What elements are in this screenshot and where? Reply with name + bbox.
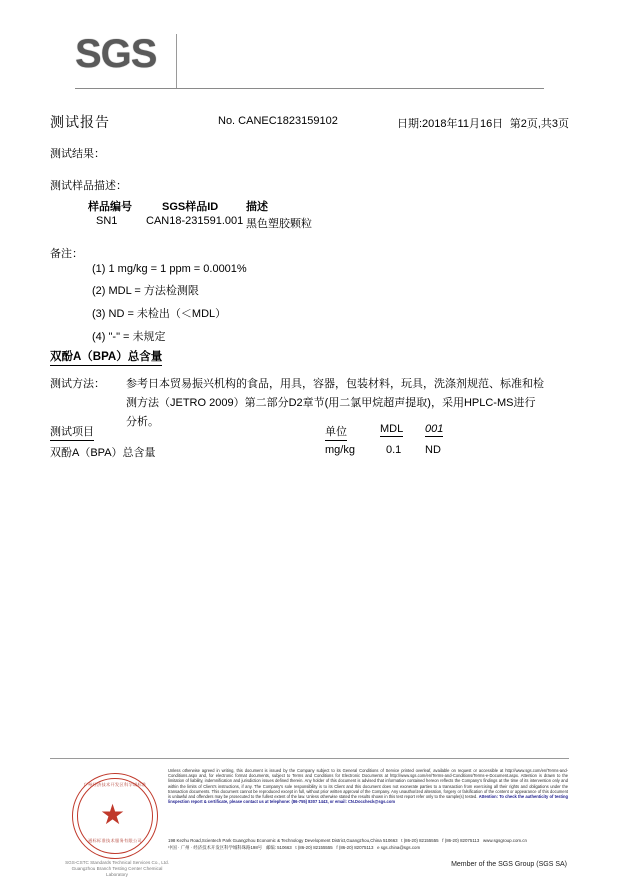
legal-disclaimer [168,768,568,804]
results-cell-unit: mg/kg [325,444,355,456]
legal-body-text: Unless otherwise agreed in writing, this document is issued by the Company subject to its General Conditions of Service printed overleaf, available on request or accessible at http://www.sgs.com/en/Terms-and-Conditions.aspx and, for electronic format documents, subject to Terms and Conditions for Electronic Documents at http://www.sgs.com/en/Terms-and-Conditions/Terms-e-Document.aspx. Attention is drawn to the limitation of liability, indemnification and jurisdiction issues defined therein. Any holder of this document is advised that information contained hereon reflects the Company's findings at the time of its intervention only and within the limits of Client's instructions, if any. The Company's sole responsibility is to its Client and this document does not exonerate parties to a transaction from exercising all their rights and obligations under the transaction documents. This document cannot be reproduced except in full, without prior written approval of the Company. Any unauthorized alteration, forgery or falsification of the content or appearance of this document is unlawful and offenders may be prosecuted to the fullest extent of the law. Unless otherwise stated the results shown in this test report refer only to the sample(s) tested. [168,768,568,800]
page-title: 测试报告 [50,114,110,130]
sample-col-id: 样品编号 [88,201,132,213]
results-cell-mdl: 0.1 [386,444,402,456]
member-statement: Member of the SGS Group (SGS SA) [451,861,567,868]
results-table-header [50,423,548,440]
address-web[interactable]: www.sgsgroup.com.cn [483,838,527,843]
address-fax-en: f (86-20) 82075113 [442,838,480,843]
address-tel-en: t (86-20) 82155555 [401,838,439,843]
address-fax-cn: f (86-20) 82075113 [336,845,374,850]
sample-col-sgsid: SGS样品ID [162,201,219,213]
page-indicator: 第2页,共3页 [509,118,569,130]
seal-caption-line1: SGS-CSTC Standards Technical Services Co., Ltd. [65,860,169,865]
sample-cell-desc: 黑色塑胶颗粒 [246,218,312,230]
results-col-mdl: MDL [380,423,404,435]
results-col-item: 测试项目 [50,423,94,441]
seal-top-text: 广州经济技术开发区科学城标准 [83,782,147,787]
address-email[interactable]: e sgs.china@sgs.com [377,845,421,850]
sample-cell-id: SN1 [96,215,118,227]
address-en: 198 Kezhu Road,Scientech Park Guangzhou Economic & Technology Development District,Guangzhou,China 510663 [168,838,398,843]
seal-caption-line2: Guangzhou Branch Testing Center Chemical Laboratory [71,866,163,877]
list-item: (1) 1 mg/kg = 1 ppm = 0.0001% [92,263,247,275]
list-item: (2) MDL = 方法检测限 [92,285,199,297]
sample-description-label: 测试样品描述： [50,180,127,192]
authenticity-notice[interactable]: Attention: To check the authenticity of testing /inspection report & certificate, please contact us at telephone: (86-755) 8307 1443, or email: CN.Doccheck@sgs.com [168,794,568,805]
seal-bottom-text: 通标标准技术服务有限公司 [88,838,142,843]
table-row [50,444,548,460]
results-cell-value: ND [425,444,441,456]
results-table [50,423,548,460]
report-number: No. CANEC1823159102 [218,115,338,127]
notes-label: 备注： [50,248,83,260]
seal-caption [62,860,172,878]
sgs-logo-text: SGS [75,32,157,76]
company-seal-icon [62,768,169,877]
star-icon: ★ [100,799,126,830]
report-date: 日期:2018年11月16日 [397,118,504,130]
logo-divider-tick [176,34,177,88]
footer-address [168,838,568,851]
method-label: 测试方法： [50,378,105,390]
sample-col-desc: 描述 [246,201,268,213]
address-zip-cn: 邮编: 510663 [265,845,292,850]
footer-divider [50,758,569,759]
section-title-bpa: 双酚A（BPA）总含量 [50,348,162,366]
title-row [50,112,569,134]
results-label: 测试结果： [50,148,105,160]
list-item: (3) ND = 未检出（＜MDL） [92,308,227,320]
results-col-sample: 001 [425,423,444,435]
results-cell-item: 双酚A（BPA）总含量 [50,447,156,459]
notes-list [92,263,247,351]
address-cn: 中国 · 广州 · 经济技术开发区科学城科珠路198号 [168,845,263,850]
method-text: 参考日本贸易振兴机构的食品，用具，容器，包装材料，玩具，洗涤剂规范、标准和检测方法（JETRO 2009）第二部分D2章节(用二氯甲烷超声提取)，采用HPLC-MS进行分析。 [126,378,544,428]
header-divider [75,88,544,89]
sgs-logo-icon [75,34,185,86]
list-item: (4) "-" = 未规定 [92,331,166,343]
address-cn-line [168,845,568,851]
sample-cell-sgsid: CAN18-231591.001 [146,215,244,227]
results-col-unit: 单位 [325,423,347,441]
address-tel-cn: t (86-20) 82155555 [295,845,333,850]
